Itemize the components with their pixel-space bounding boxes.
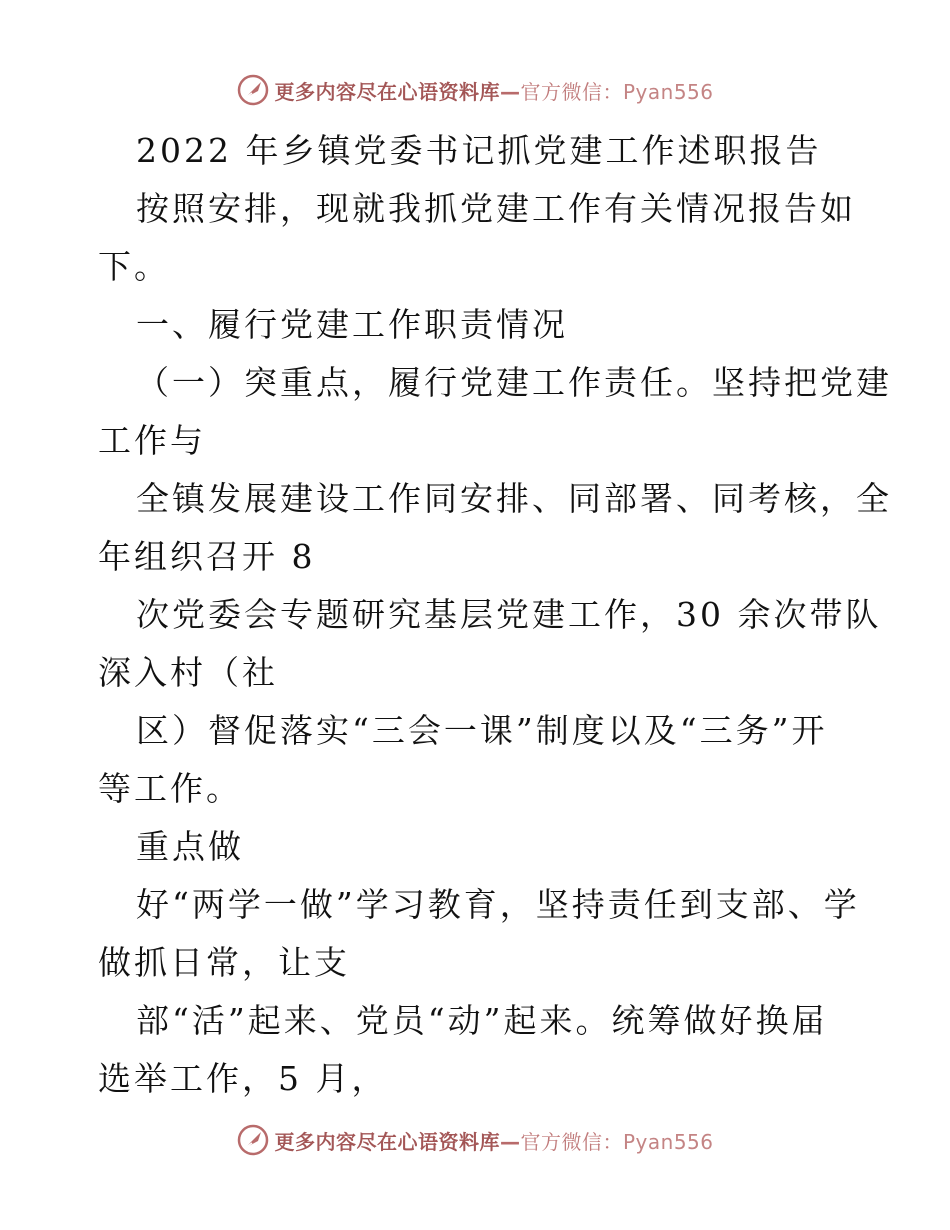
watermark-text: 更多内容尽在心语资料库—官方微信：Pyan556 [274,79,714,104]
document-body [98,122,892,1108]
paragraph-line: 年组织召开 8 [98,537,316,576]
paragraph-line: 次党委会专题研究基层党建工作，30 余次带队 [136,595,882,634]
paragraph-line: 按照安排，现就我抓党建工作有关情况报告如 [136,189,856,228]
quill-logo-icon [236,1123,270,1157]
paragraph-line: 好“两学一做”学习教育，坚持责任到支部、学 [136,885,860,924]
watermark-header [0,70,950,110]
paragraph-line: 深入村（社 [98,653,278,692]
watermark-footer [0,1120,950,1160]
paragraph-line: 重点做 [136,827,244,866]
document-title: 2022 年乡镇党委书记抓党建工作述职报告 [136,131,822,170]
paragraph-line: 等工作。 [98,769,242,808]
paragraph-line: 做抓日常，让支 [98,943,350,982]
paragraph-line: 部“活”起来、党员“动”起来。统筹做好换届 [136,1001,828,1040]
watermark-text: 更多内容尽在心语资料库—官方微信：Pyan556 [274,1129,714,1154]
paragraph-line: 下。 [98,247,170,286]
paragraph-line: 选举工作，5 月， [98,1059,388,1098]
quill-logo-icon [236,73,270,107]
section-heading: 一、履行党建工作职责情况 [136,305,568,344]
paragraph-line: 区）督促落实“三会一课”制度以及“三务”开 [136,711,828,750]
paragraph-line: （一）突重点，履行党建工作责任。坚持把党建 [136,363,892,402]
paragraph-line: 工作与 [98,421,206,460]
paragraph-line: 全镇发展建设工作同安排、同部署、同考核，全 [136,479,892,518]
